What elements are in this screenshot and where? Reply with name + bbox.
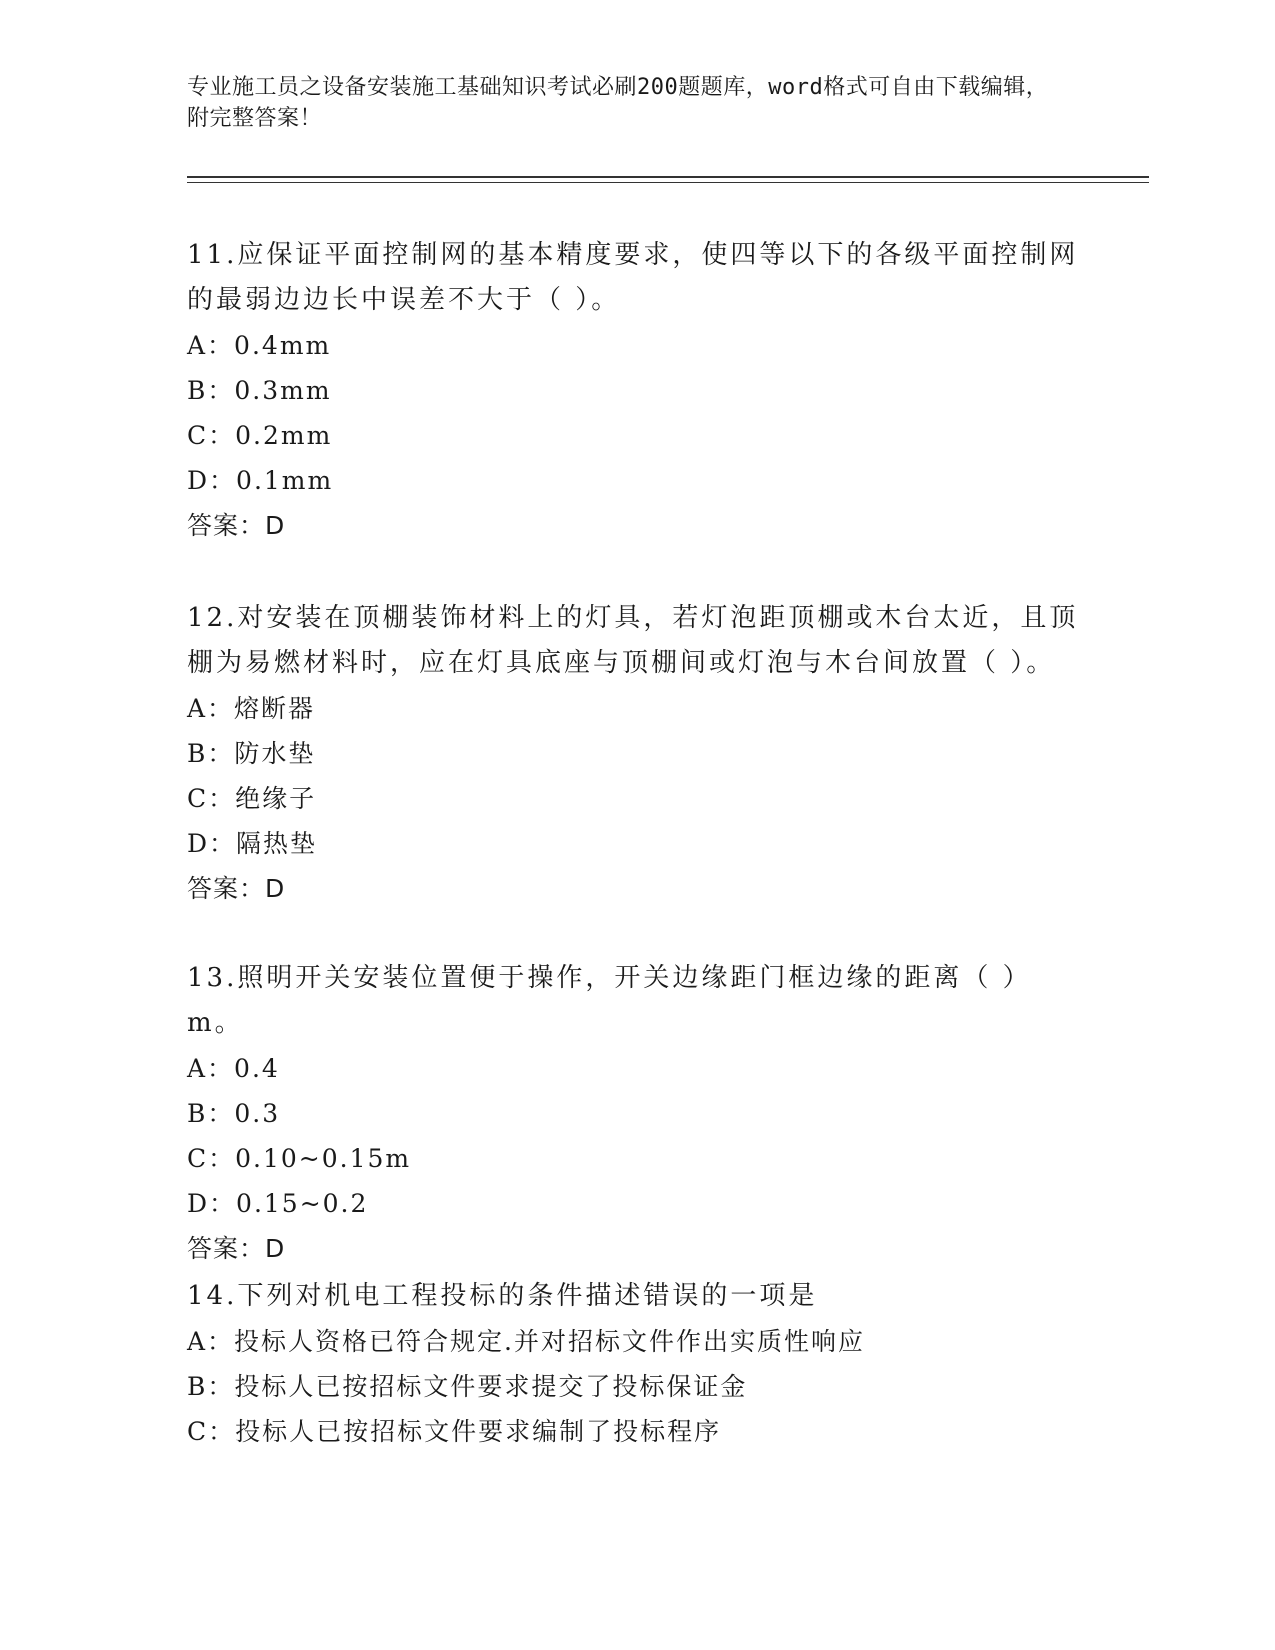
option-a: A：0.4mm <box>187 331 332 360</box>
option-d: D：0.15~0.2 <box>187 1189 369 1218</box>
question-13 <box>187 956 1087 1271</box>
option-c: C：0.2mm <box>187 421 333 450</box>
option-a: A：熔断器 <box>187 694 316 723</box>
answer: 答案：D <box>187 874 286 903</box>
question-stem: 11.应保证平面控制网的基本精度要求，使四等以下的各级平面控制网的最弱边边长中误差不大于（ ）。 <box>187 240 1079 315</box>
header-divider-thin <box>187 182 1149 183</box>
question-14 <box>187 1274 1087 1454</box>
option-c: C：投标人已按招标文件要求编制了投标程序 <box>187 1417 722 1446</box>
question-stem: 14.下列对机电工程投标的条件描述错误的一项是 <box>187 1281 818 1311</box>
option-b: B：0.3mm <box>187 376 332 405</box>
answer: 答案：D <box>187 511 286 540</box>
question-11 <box>187 233 1087 548</box>
document-header: 专业施工员之设备安装施工基础知识考试必刷200题题库，word格式可自由下载编辑，附完整答案！ <box>187 75 1049 131</box>
question-12 <box>187 596 1087 911</box>
answer: 答案：D <box>187 1234 286 1263</box>
option-d: D：隔热垫 <box>187 829 318 858</box>
option-d: D：0.1mm <box>187 466 334 495</box>
option-b: B：防水垫 <box>187 739 316 768</box>
option-b: B：投标人已按招标文件要求提交了投标保证金 <box>187 1372 748 1401</box>
option-a: A：投标人资格已符合规定.并对招标文件作出实质性响应 <box>187 1327 866 1356</box>
option-c: C：0.10~0.15m <box>187 1144 412 1173</box>
option-a: A：0.4 <box>187 1054 280 1083</box>
question-stem: 13.照明开关安装位置便于操作，开关边缘距门框边缘的距离（ ）m。 <box>187 963 1032 1038</box>
header-divider <box>187 176 1149 178</box>
question-stem: 12.对安装在顶棚装饰材料上的灯具，若灯泡距顶棚或木台太近，且顶棚为易燃材料时，应在灯具底座与顶棚间或灯泡与木台间放置（ ）。 <box>187 603 1079 678</box>
option-b: B：0.3 <box>187 1099 281 1128</box>
option-c: C：绝缘子 <box>187 784 317 813</box>
